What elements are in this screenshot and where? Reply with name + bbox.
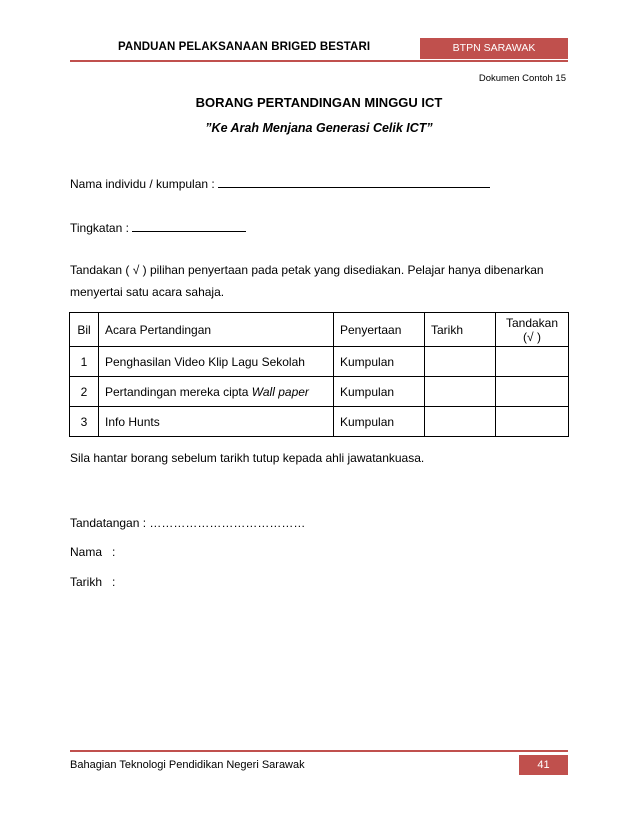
- table-row: [70, 377, 569, 407]
- submit-note: Sila hantar borang sebelum tarikh tutup kepada ahli jawatankuasa.: [70, 451, 425, 465]
- footer-text: Bahagian Teknologi Pendidikan Negeri Sarawak: [70, 759, 305, 771]
- footer-divider: [70, 750, 568, 752]
- row-acara: Penghasilan Video Klip Lagu Sekolah: [99, 347, 334, 377]
- level-field-label: Tingkatan :: [70, 221, 129, 235]
- document-reference: Dokumen Contoh 15: [478, 73, 566, 84]
- instruction-line-2: menyertai satu acara sahaja.: [70, 285, 225, 299]
- tandakan-header-line2: (√ ): [523, 329, 541, 344]
- nama-label: Nama :: [70, 545, 116, 559]
- table-row: [70, 347, 569, 377]
- signature-field[interactable]: …………………………………: [149, 516, 306, 530]
- name-field-blank[interactable]: [218, 176, 490, 188]
- header-divider: [70, 60, 568, 62]
- row-acara: [99, 377, 334, 407]
- instruction-line-1: Tandakan ( √ ) pilihan penyertaan pada petak yang disediakan. Pelajar hanya dibenarkan: [70, 263, 544, 277]
- row-penyertaan: Kumpulan: [334, 347, 425, 377]
- table-header-row: [70, 313, 569, 347]
- row-tandakan-checkbox[interactable]: [496, 407, 569, 437]
- col-tandakan-header: [496, 313, 569, 347]
- page-number: 41: [519, 755, 568, 775]
- signature-row: [70, 516, 305, 530]
- level-field-row: [70, 220, 246, 235]
- name-field-label: Nama individu / kumpulan :: [70, 177, 215, 191]
- col-acara-header: Acara Pertandingan: [99, 313, 334, 347]
- row-penyertaan: Kumpulan: [334, 377, 425, 407]
- row-tarikh-cell[interactable]: [425, 407, 496, 437]
- competition-table: [69, 312, 569, 437]
- level-field-blank[interactable]: [132, 220, 246, 232]
- row-penyertaan: Kumpulan: [334, 407, 425, 437]
- header-title: PANDUAN PELAKSANAAN BRIGED BESTARI: [118, 41, 371, 53]
- row-tandakan-checkbox[interactable]: [496, 347, 569, 377]
- row-bil: 3: [70, 407, 99, 437]
- signature-label: Tandatangan :: [70, 516, 147, 530]
- row-tandakan-checkbox[interactable]: [496, 377, 569, 407]
- col-bil-header: Bil: [70, 313, 99, 347]
- row-bil: 1: [70, 347, 99, 377]
- tarikh-label: Tarikh :: [70, 575, 116, 589]
- row-tarikh-cell[interactable]: [425, 347, 496, 377]
- row-acara-text: Pertandingan mereka cipta: [105, 384, 252, 399]
- row-tarikh-cell[interactable]: [425, 377, 496, 407]
- row-acara-italic: Wall paper: [251, 384, 309, 399]
- col-penyertaan-header: Penyertaan: [334, 313, 425, 347]
- col-tarikh-header: Tarikh: [425, 313, 496, 347]
- name-field-row: [70, 176, 490, 191]
- table-row: [70, 407, 569, 437]
- row-bil: 2: [70, 377, 99, 407]
- header-badge: BTPN SARAWAK: [420, 38, 568, 59]
- form-subtitle: ”Ke Arah Menjana Generasi Celik ICT”: [205, 121, 433, 135]
- form-title: BORANG PERTANDINGAN MINGGU ICT: [195, 95, 443, 110]
- tandakan-header-line1: Tandakan: [505, 315, 559, 330]
- row-acara: Info Hunts: [99, 407, 334, 437]
